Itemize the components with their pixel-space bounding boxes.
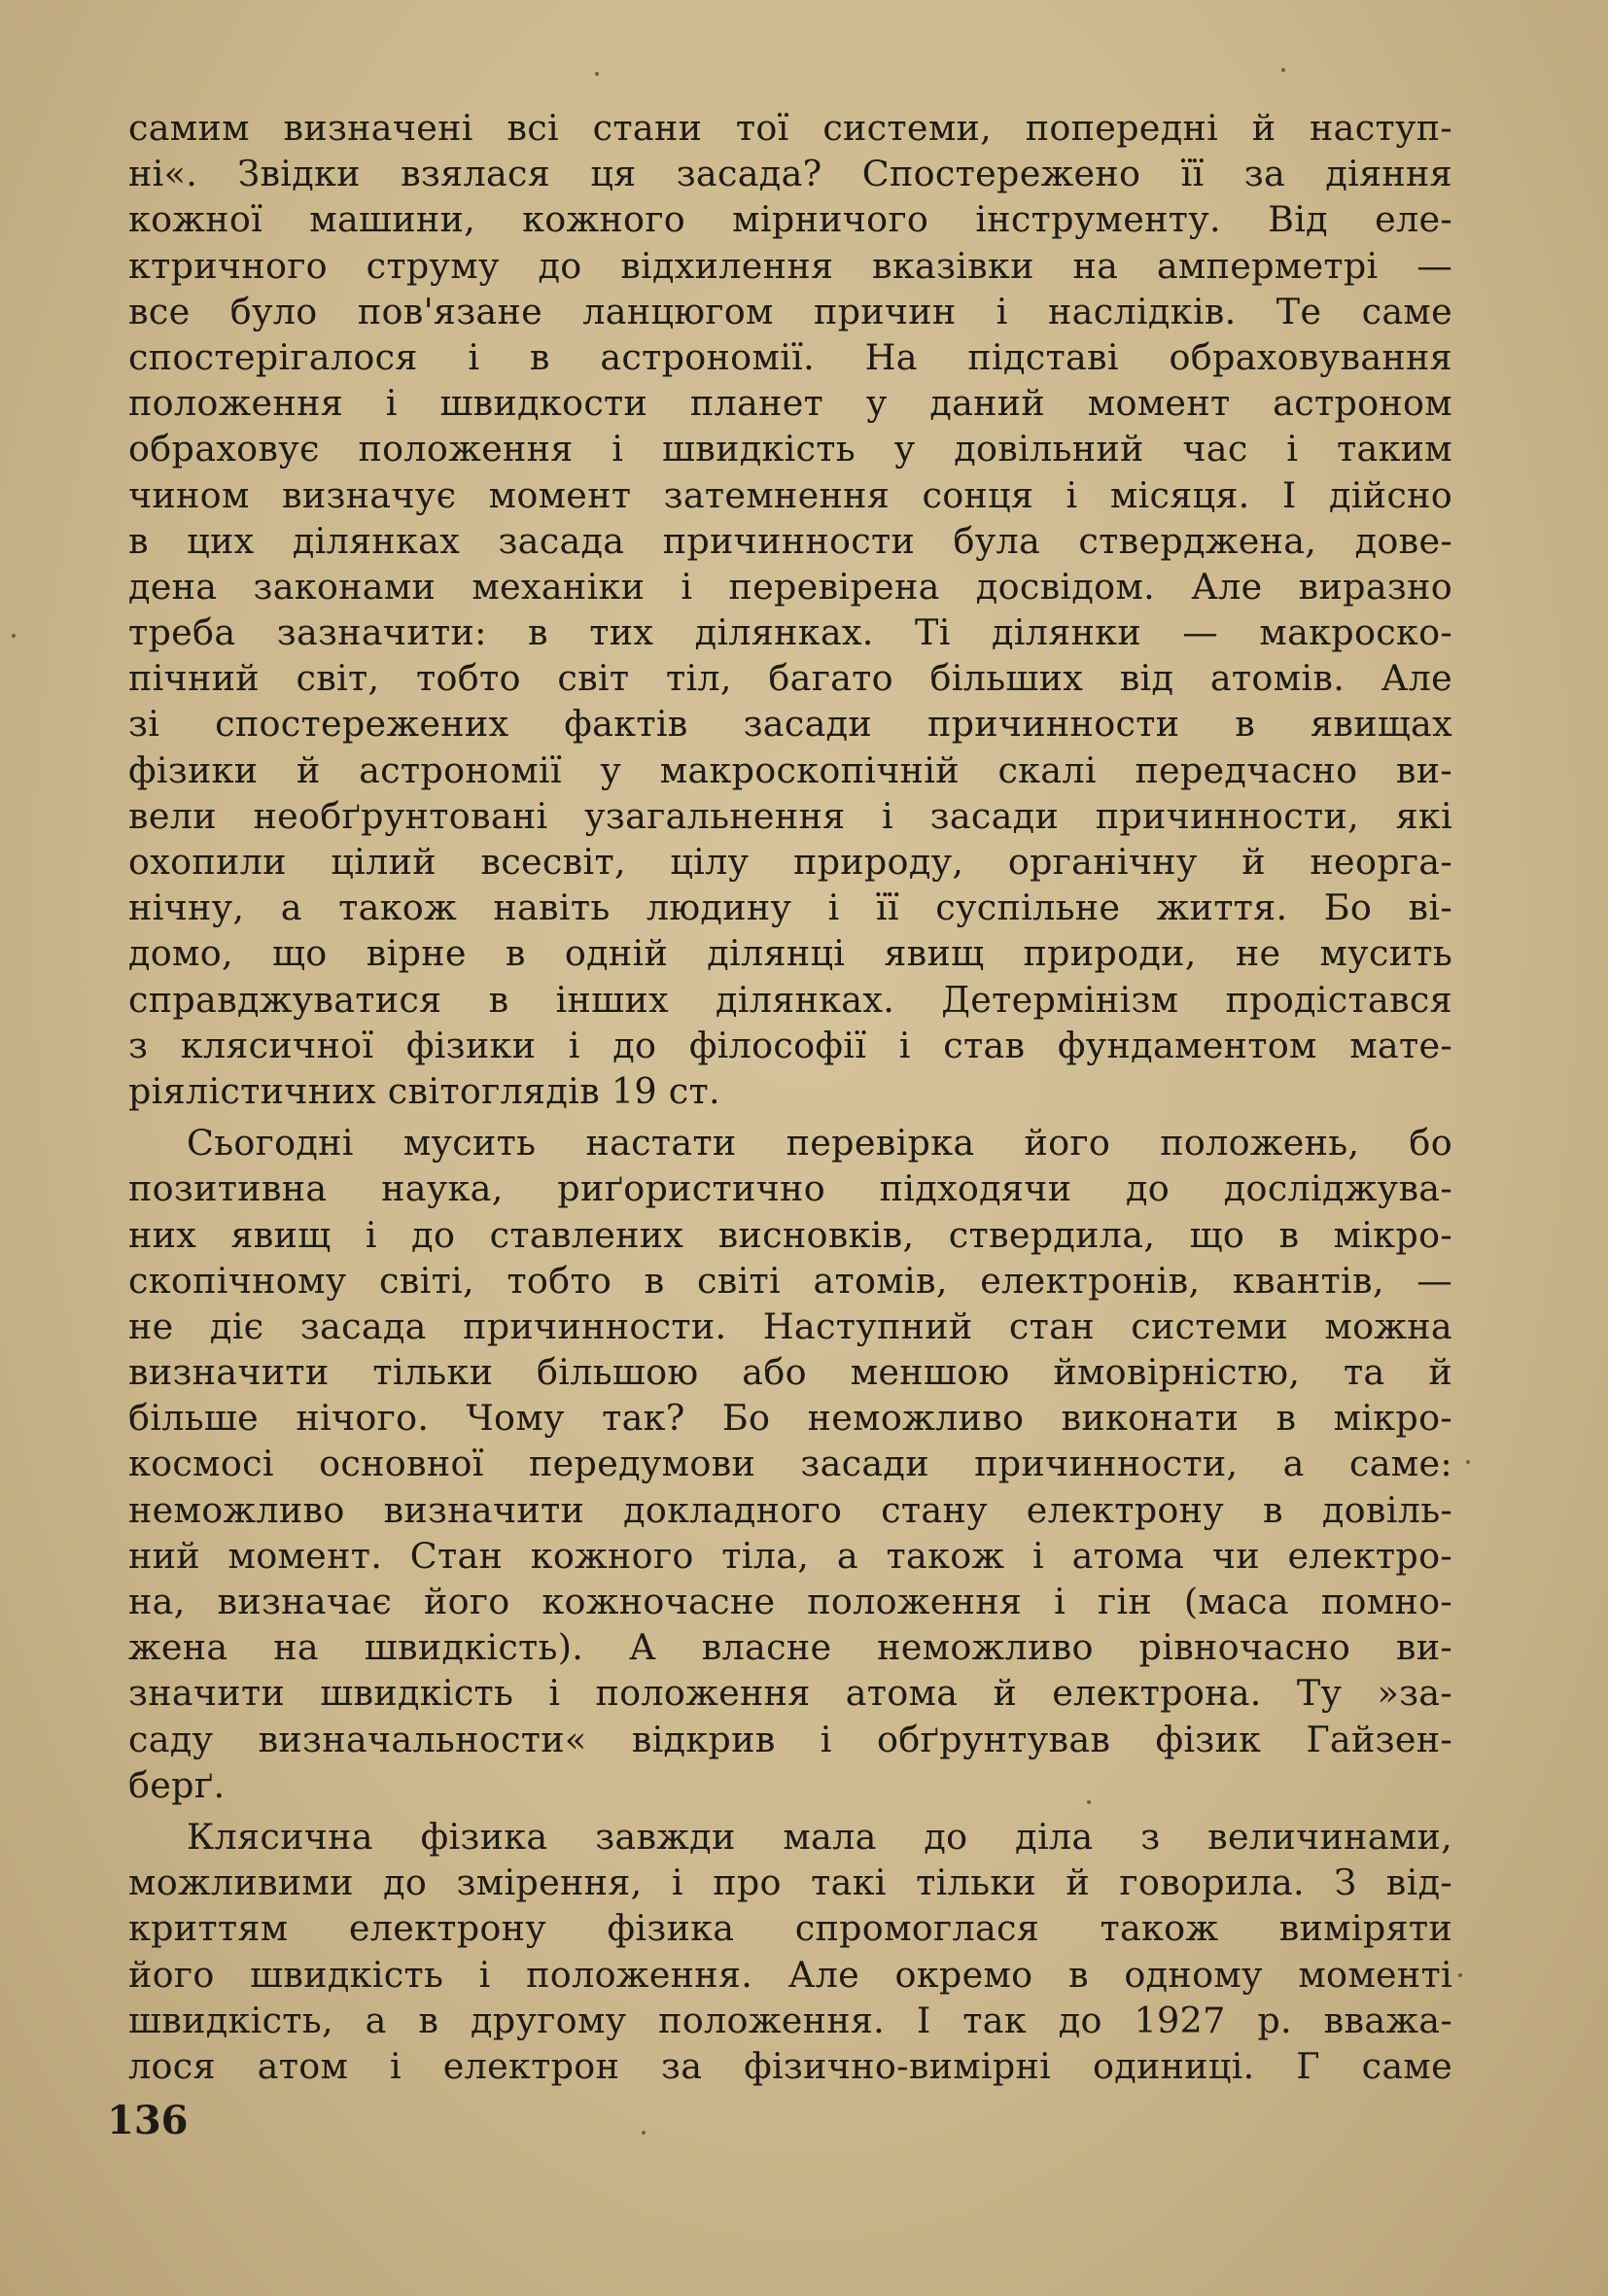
text-line: Сьогодні мусить настати перевірка його положень, бо: [187, 1122, 1452, 1165]
text-line: самим визначені всі стани тої системи, попередні й наступ-: [128, 107, 1452, 149]
text-line: криттям електрону фізика спромоглася також виміряти: [128, 1907, 1452, 1950]
text-line: значити швидкість і положення атома й електрона. Ту »за-: [128, 1672, 1452, 1715]
text-line: домо, що вірне в одній ділянці явищ природи, не мусить: [128, 932, 1452, 975]
text-line: з клясичної фізики і до філософії і став фундаментом мате-: [128, 1024, 1452, 1066]
text-line: його швидкість і положення. Але окремо в одному моменті: [128, 1953, 1452, 1996]
text-line: охопили цілий всесвіт, цілу природу, органічну й неорга-: [128, 841, 1452, 883]
text-line: фізики й астрономії у макроскопічній скалі передчасно ви-: [128, 748, 1452, 791]
print-speck: [1458, 1973, 1462, 1977]
text-line: ктричного струму до відхилення вказівки на амперметрі —: [128, 244, 1452, 287]
text-line: скопічному світі, тобто в світі атомів, електронів, квантів, —: [128, 1259, 1452, 1302]
text-line: нічну, а також навіть людину і її суспільне життя. Бо ві-: [128, 887, 1452, 929]
text-line: Клясична фізика завжди мала до діла з величинами,: [187, 1815, 1452, 1858]
text-line: не діє засада причинности. Наступний стан системи можна: [128, 1305, 1452, 1347]
text-line: треба зазначити: в тих ділянках. Ті ділянки — макроско-: [128, 611, 1452, 654]
text-line: позитивна наука, риґористично підходячи до досліджува-: [128, 1167, 1452, 1210]
text-line: на, визначає його кожночасне положення і гін (маса помно-: [128, 1581, 1452, 1622]
print-speck: [1087, 1800, 1091, 1804]
text-line: чином визначує момент затемнення сонця і місяця. І дійсно: [128, 473, 1452, 516]
text-line: неможливо визначити докладного стану електрону в довіль-: [128, 1488, 1452, 1531]
text-line: положення і швидкости планет у даний момент астроном: [128, 382, 1452, 425]
text-line: жена на швидкість). А власне неможливо рівночасно ви-: [128, 1626, 1452, 1669]
paragraph: [128, 1814, 1452, 2089]
text-line: космосі основної передумови засади причинности, а саме:: [128, 1443, 1452, 1485]
text-line: швидкість, а в другому положення. І так до 1927 р. вважа-: [128, 1999, 1452, 2041]
text-line: зі спостережених фактів засади причинности в явищах: [128, 703, 1452, 746]
print-speck: [12, 634, 16, 638]
text-line: дена законами механіки і перевірена досвідом. Але виразно: [128, 565, 1452, 608]
text-line: обраховує положення і швидкість у довільний час і таким: [128, 428, 1452, 470]
text-line: ріялістичних світоглядів 19 ст.: [128, 1069, 720, 1112]
text-line: пічний світ, тобто світ тіл, багато більших від атомів. Але: [128, 657, 1452, 700]
page-number: 136: [107, 2098, 189, 2143]
text-line: лося атом і електрон за фізично-вимірні одиниці. Г саме: [128, 2044, 1452, 2087]
body-text: [128, 105, 1452, 2089]
text-line: можливими до змірення, і про такі тільки й говорила. З від-: [128, 1861, 1452, 1904]
text-line: ний момент. Стан кожного тіла, а також і атома чи електро-: [128, 1534, 1452, 1577]
print-speck: [595, 72, 599, 76]
print-speck: [1281, 68, 1285, 72]
print-speck: [642, 2131, 646, 2135]
text-line: берґ.: [128, 1763, 226, 1806]
text-line: саду визначальности« відкрив і обґрунтував фізик Гайзен-: [128, 1718, 1452, 1760]
text-line: них явищ і до ставлених висновків, ствердила, що в мікро-: [128, 1213, 1452, 1256]
text-line: все було пов'язане ланцюгом причин і наслідків. Те саме: [128, 290, 1452, 332]
paragraph: [128, 1120, 1452, 1808]
text-line: кожної машини, кожного мірничого інструменту. Від еле-: [128, 198, 1452, 241]
text-line: більше нічого. Чому так? Бо неможливо виконати в мікро-: [128, 1397, 1452, 1440]
text-line: в цих ділянках засада причинности була стверджена, дове-: [128, 519, 1452, 562]
print-speck: [1466, 1460, 1470, 1464]
text-line: визначити тільки більшою або меншою ймовірністю, та й: [128, 1351, 1452, 1394]
paragraph: [128, 105, 1452, 1114]
text-line: вели необґрунтовані узагальнення і засади причинности, які: [128, 794, 1452, 837]
text-line: справджуватися в інших ділянках. Детермінізм продістався: [128, 978, 1452, 1021]
text-line: ні«. Звідки взялася ця засада? Спостережено її за діяння: [128, 153, 1452, 195]
text-line: спостерігалося і в астрономії. На підставі обраховування: [128, 335, 1452, 378]
